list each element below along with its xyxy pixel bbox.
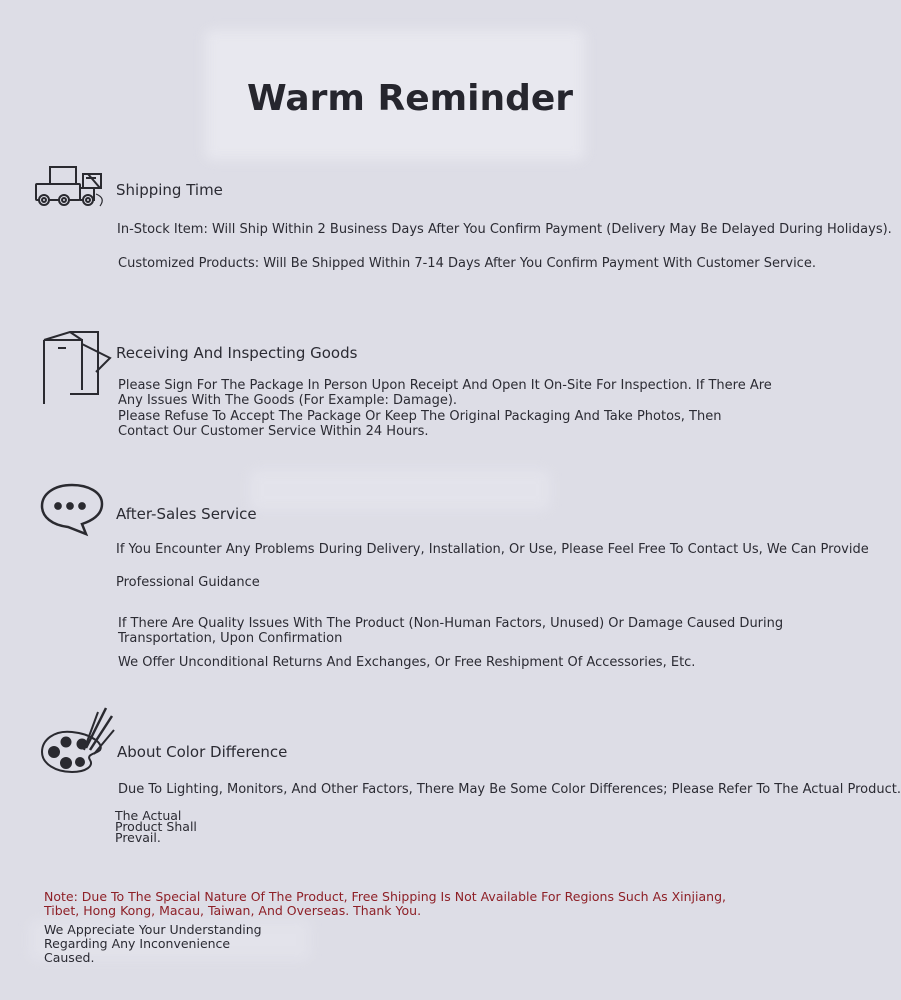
aftersales-returns-text: We Offer Unconditional Returns And Exchanges, Or Free Reshipment Of Accessories, Etc. bbox=[118, 655, 696, 670]
receiving-inspect-text: Please Sign For The Package In Person Upon Receipt And Open It On-Site For Inspection. If There Are Any Issues With The Goods (For Example: Damage). bbox=[118, 378, 772, 408]
receiving-refuse-text: Please Refuse To Accept The Package Or Keep The Original Packaging And Take Photos, Then Contact Our Customer Service Within 24 Hours. bbox=[118, 409, 722, 439]
speech-bubble-icon bbox=[40, 482, 106, 538]
shipping-note: Note: Due To The Special Nature Of The Product, Free Shipping Is Not Available For Regions Such As Xinjiang, Tibet, Hong Kong, Macau, Taiwan, And Overseas. Thank You. bbox=[44, 889, 726, 918]
color-heading: About Color Difference bbox=[117, 743, 288, 761]
color-prevail-text: The Actual Product Shall Prevail. bbox=[115, 808, 197, 845]
shipping-customized-text: Customized Products: Will Be Shipped Within 7-14 Days After You Confirm Payment With Customer Service. bbox=[118, 256, 816, 271]
palette-icon bbox=[40, 706, 116, 776]
aftersales-heading: After-Sales Service bbox=[116, 505, 257, 523]
receiving-heading: Receiving And Inspecting Goods bbox=[116, 344, 358, 362]
box-icon bbox=[40, 328, 114, 406]
truck-icon bbox=[34, 164, 114, 210]
shipping-heading: Shipping Time bbox=[116, 181, 223, 199]
page-title: Warm Reminder bbox=[246, 78, 574, 119]
aftersales-contact-text: If You Encounter Any Problems During Delivery, Installation, Or Use, Please Feel Free To Contact Us, We Can Provide bbox=[116, 542, 869, 557]
aftersales-quality-text: If There Are Quality Issues With The Product (Non-Human Factors, Unused) Or Damage Caused During Transportation, Upon Confirmation bbox=[118, 616, 784, 646]
shipping-instock-text: In-Stock Item: Will Ship Within 2 Business Days After You Confirm Payment (Delivery May Be Delayed During Holidays). bbox=[117, 222, 892, 237]
closing-text: We Appreciate Your Understanding Regarding Any Inconvenience Caused. bbox=[44, 922, 262, 965]
color-difference-text: Due To Lighting, Monitors, And Other Factors, There May Be Some Color Differences; Please Refer To The Actual Product. bbox=[118, 782, 901, 797]
aftersales-guidance-text: Professional Guidance bbox=[116, 575, 260, 590]
background-wash bbox=[250, 470, 550, 510]
